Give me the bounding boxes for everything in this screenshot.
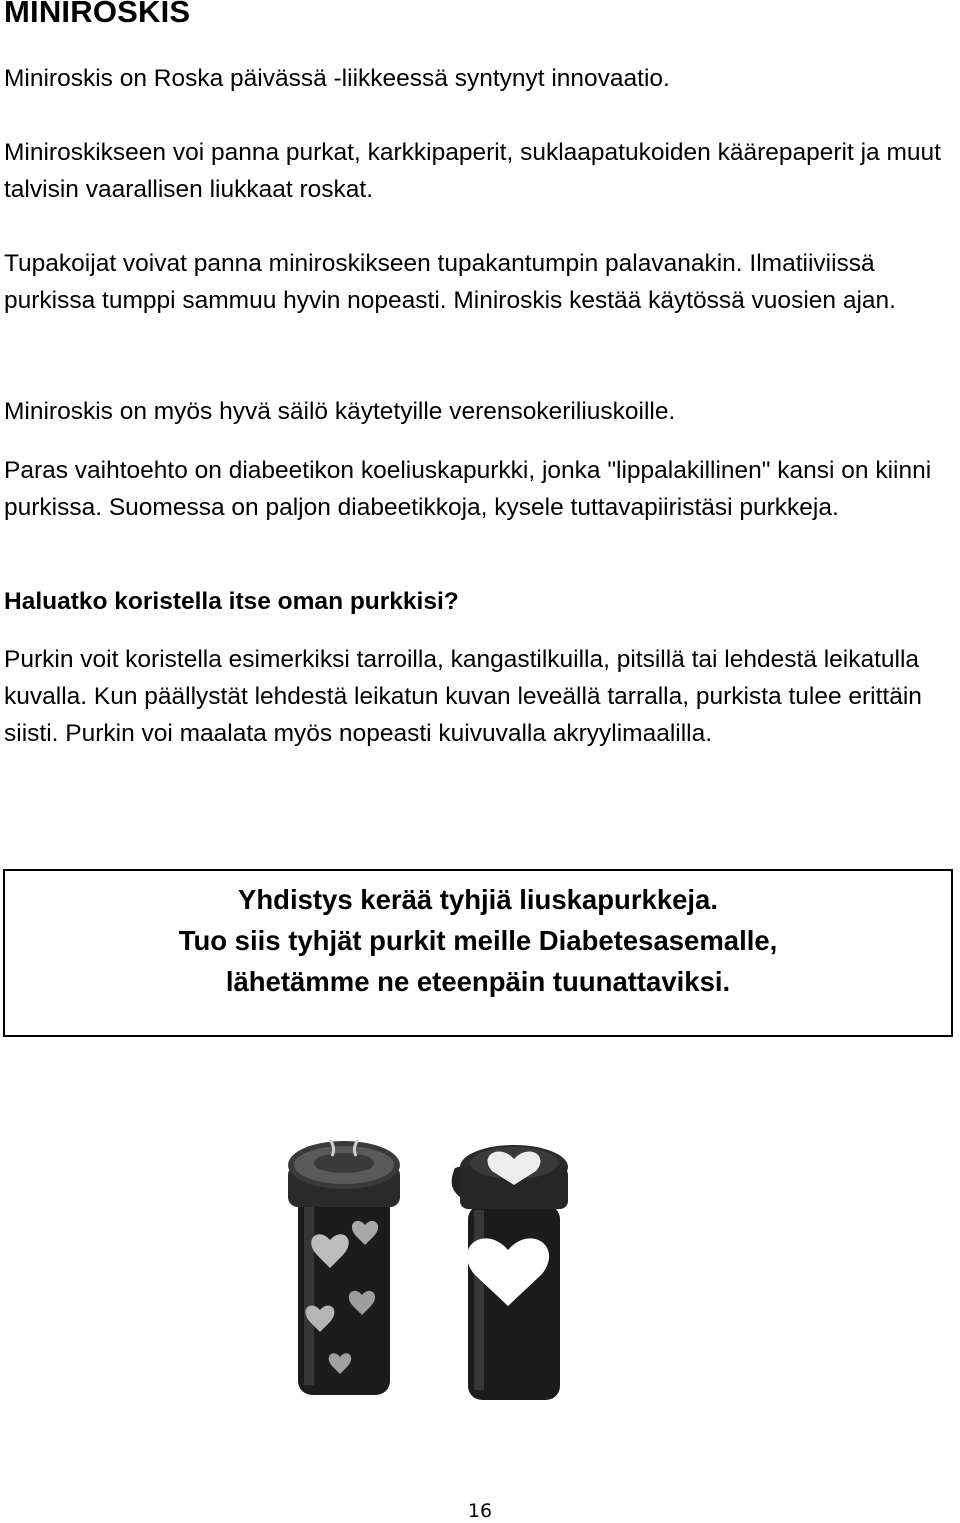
- notice-line-2: Tuo siis tyhjät purkit meille Diabetesasemalle,: [178, 925, 778, 956]
- notice-box: [3, 869, 953, 1037]
- paragraph-smokers: Tupakoijat voivat panna miniroskikseen tupakantumpin palavanakin. Ilmatiiviissä purkissa tumppi sammuu hyvin nopeasti. Miniroskis kestää käytössä vuosien ajan.: [4, 250, 896, 314]
- paragraph-intro: Miniroskis on Roska päivässä -liikkeessä syntynyt innovaatio.: [4, 65, 670, 92]
- notice-line-1: Yhdistys kerää tyhjiä liuskapurkkeja.: [238, 884, 718, 915]
- subheading-decorate: Haluatko koristella itse oman purkkisi?: [4, 588, 459, 615]
- paragraph-test-strips: Miniroskis on myös hyvä säilö käytetyille verensokeriliuskoille.: [4, 398, 676, 425]
- notice-line-3: lähetämme ne eteenpäin tuunattaviksi.: [225, 966, 731, 997]
- paragraph-decorating: Purkin voit koristella esimerkiksi tarroilla, kangastilkuilla, pitsillä tai lehdestä leikatulla kuvalla. Kun päällystät lehdestä leikatun kuvan leveällä tarralla, purkista tulee erittäin siisti. Purkin voi maalata myös nopeasti kuivuvalla akryylimaalilla.: [4, 646, 922, 747]
- right-canister: [452, 1145, 568, 1400]
- canisters-photo: [270, 1135, 590, 1415]
- page-number: 16: [467, 1500, 493, 1522]
- page-title: MINIROSKIS: [4, 0, 191, 29]
- paragraph-trash-types: Miniroskikseen voi panna purkat, karkkipaperit, suklaapatukoiden käärepaperit ja muut talvisin vaarallisen liukkaat roskat.: [4, 139, 941, 203]
- paragraph-best-option: Paras vaihtoehto on diabeetikon koeliuskapurkki, jonka "lippalakillinen" kansi on kiinni purkissa. Suomessa on paljon diabeetikkoja, kysele tuttavapiiristäsi purkkeja.: [4, 457, 932, 521]
- left-canister: [288, 1140, 400, 1395]
